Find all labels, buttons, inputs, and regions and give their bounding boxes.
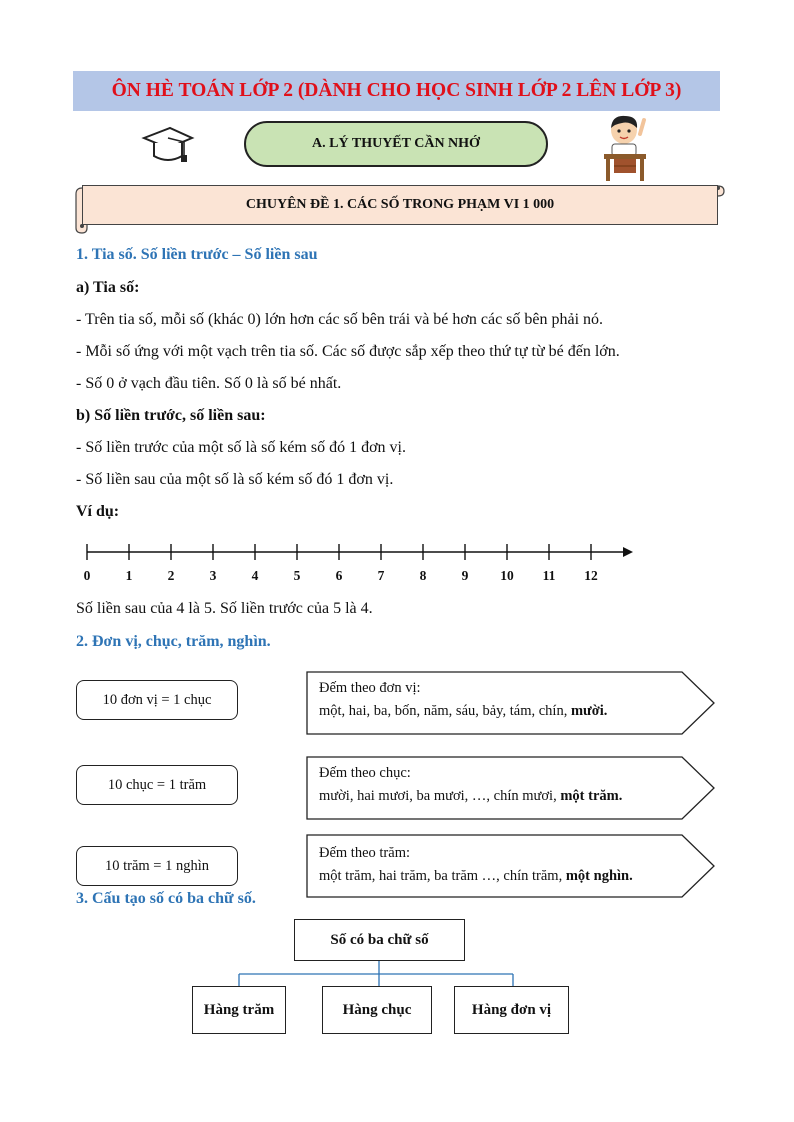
number-line-label: 7 bbox=[377, 568, 385, 583]
tree-root: Số có ba chữ số bbox=[294, 919, 465, 961]
number-line-label: 9 bbox=[461, 568, 469, 583]
number-line-label: 10 bbox=[500, 568, 514, 583]
paragraph-line: - Số 0 ở vạch đầu tiên. Số 0 là số bé nhất. bbox=[76, 375, 342, 392]
tree-node-hundreds: Hàng trăm bbox=[192, 986, 286, 1034]
part3-heading: 3. Cấu tạo số có ba chữ số. bbox=[76, 890, 256, 907]
unit-box: 10 đơn vị = 1 chục bbox=[76, 680, 238, 720]
arrow-box-text: một trăm, hai trăm, ba trăm …, chín trăm, một nghìn. bbox=[319, 868, 633, 884]
student-icon bbox=[600, 112, 650, 182]
paragraph-line: - Số liền sau của một số là số kém số đó 1 đơn vị. bbox=[76, 471, 394, 488]
number-line-label: 1 bbox=[125, 568, 133, 583]
graduation-cap-icon bbox=[140, 124, 196, 166]
number-line-label: 2 bbox=[167, 568, 175, 583]
example-text: Số liền sau của 4 là 5. Số liền trước của 5 là 4. bbox=[76, 600, 373, 617]
part1-heading: 1. Tia số. Số liền trước – Số liền sau bbox=[76, 246, 318, 263]
arrow-box-text: một, hai, ba, bốn, năm, sáu, bảy, tám, chín, mười. bbox=[319, 703, 608, 719]
number-line-label: 4 bbox=[251, 568, 259, 583]
paragraph-line: - Số liền trước của một số là số kém số đó 1 đơn vị. bbox=[76, 439, 406, 456]
number-line-label: 3 bbox=[209, 568, 217, 583]
example-label: Ví dụ: bbox=[76, 503, 120, 520]
number-line-label: 12 bbox=[584, 568, 598, 583]
part2-heading: 2. Đơn vị, chục, trăm, nghìn. bbox=[76, 633, 271, 650]
arrow-box-title: Đếm theo đơn vị: bbox=[319, 680, 421, 696]
number-line bbox=[80, 540, 640, 564]
number-line-label: 5 bbox=[293, 568, 301, 583]
section-label: A. LÝ THUYẾT CẦN NHỚ bbox=[244, 121, 548, 167]
number-line-label: 0 bbox=[83, 568, 91, 583]
page-title: ÔN HÈ TOÁN LỚP 2 (DÀNH CHO HỌC SINH LỚP 2 LÊN LỚP 3) bbox=[73, 71, 720, 111]
ten-box: 10 chục = 1 trăm bbox=[76, 765, 238, 805]
hundred-box: 10 trăm = 1 nghìn bbox=[76, 846, 238, 886]
arrow-box-title: Đếm theo trăm: bbox=[319, 845, 411, 861]
tree-node-units: Hàng đơn vị bbox=[454, 986, 569, 1034]
arrow-box-text: mười, hai mươi, ba mươi, …, chín mươi, một trăm. bbox=[319, 788, 623, 804]
subheading-a: a) Tia số: bbox=[76, 279, 140, 296]
number-line-label: 8 bbox=[419, 568, 427, 583]
subheading-b: b) Số liền trước, số liền sau: bbox=[76, 407, 266, 424]
tree-node-tens: Hàng chục bbox=[322, 986, 432, 1034]
number-line-label: 11 bbox=[542, 568, 556, 583]
arrow-box-title: Đếm theo chục: bbox=[319, 765, 411, 781]
topic-banner: CHUYÊN ĐỀ 1. CÁC SỐ TRONG PHẠM VI 1 000 bbox=[82, 185, 718, 225]
paragraph-line: - Mỗi số ứng với một vạch trên tia số. Các số được sắp xếp theo thứ tự từ bé đến lớn. bbox=[76, 343, 620, 360]
number-line-label: 6 bbox=[335, 568, 343, 583]
paragraph-line: - Trên tia số, mỗi số (khác 0) lớn hơn các số bên trái và bé hơn các số bên phải nó. bbox=[76, 311, 604, 328]
